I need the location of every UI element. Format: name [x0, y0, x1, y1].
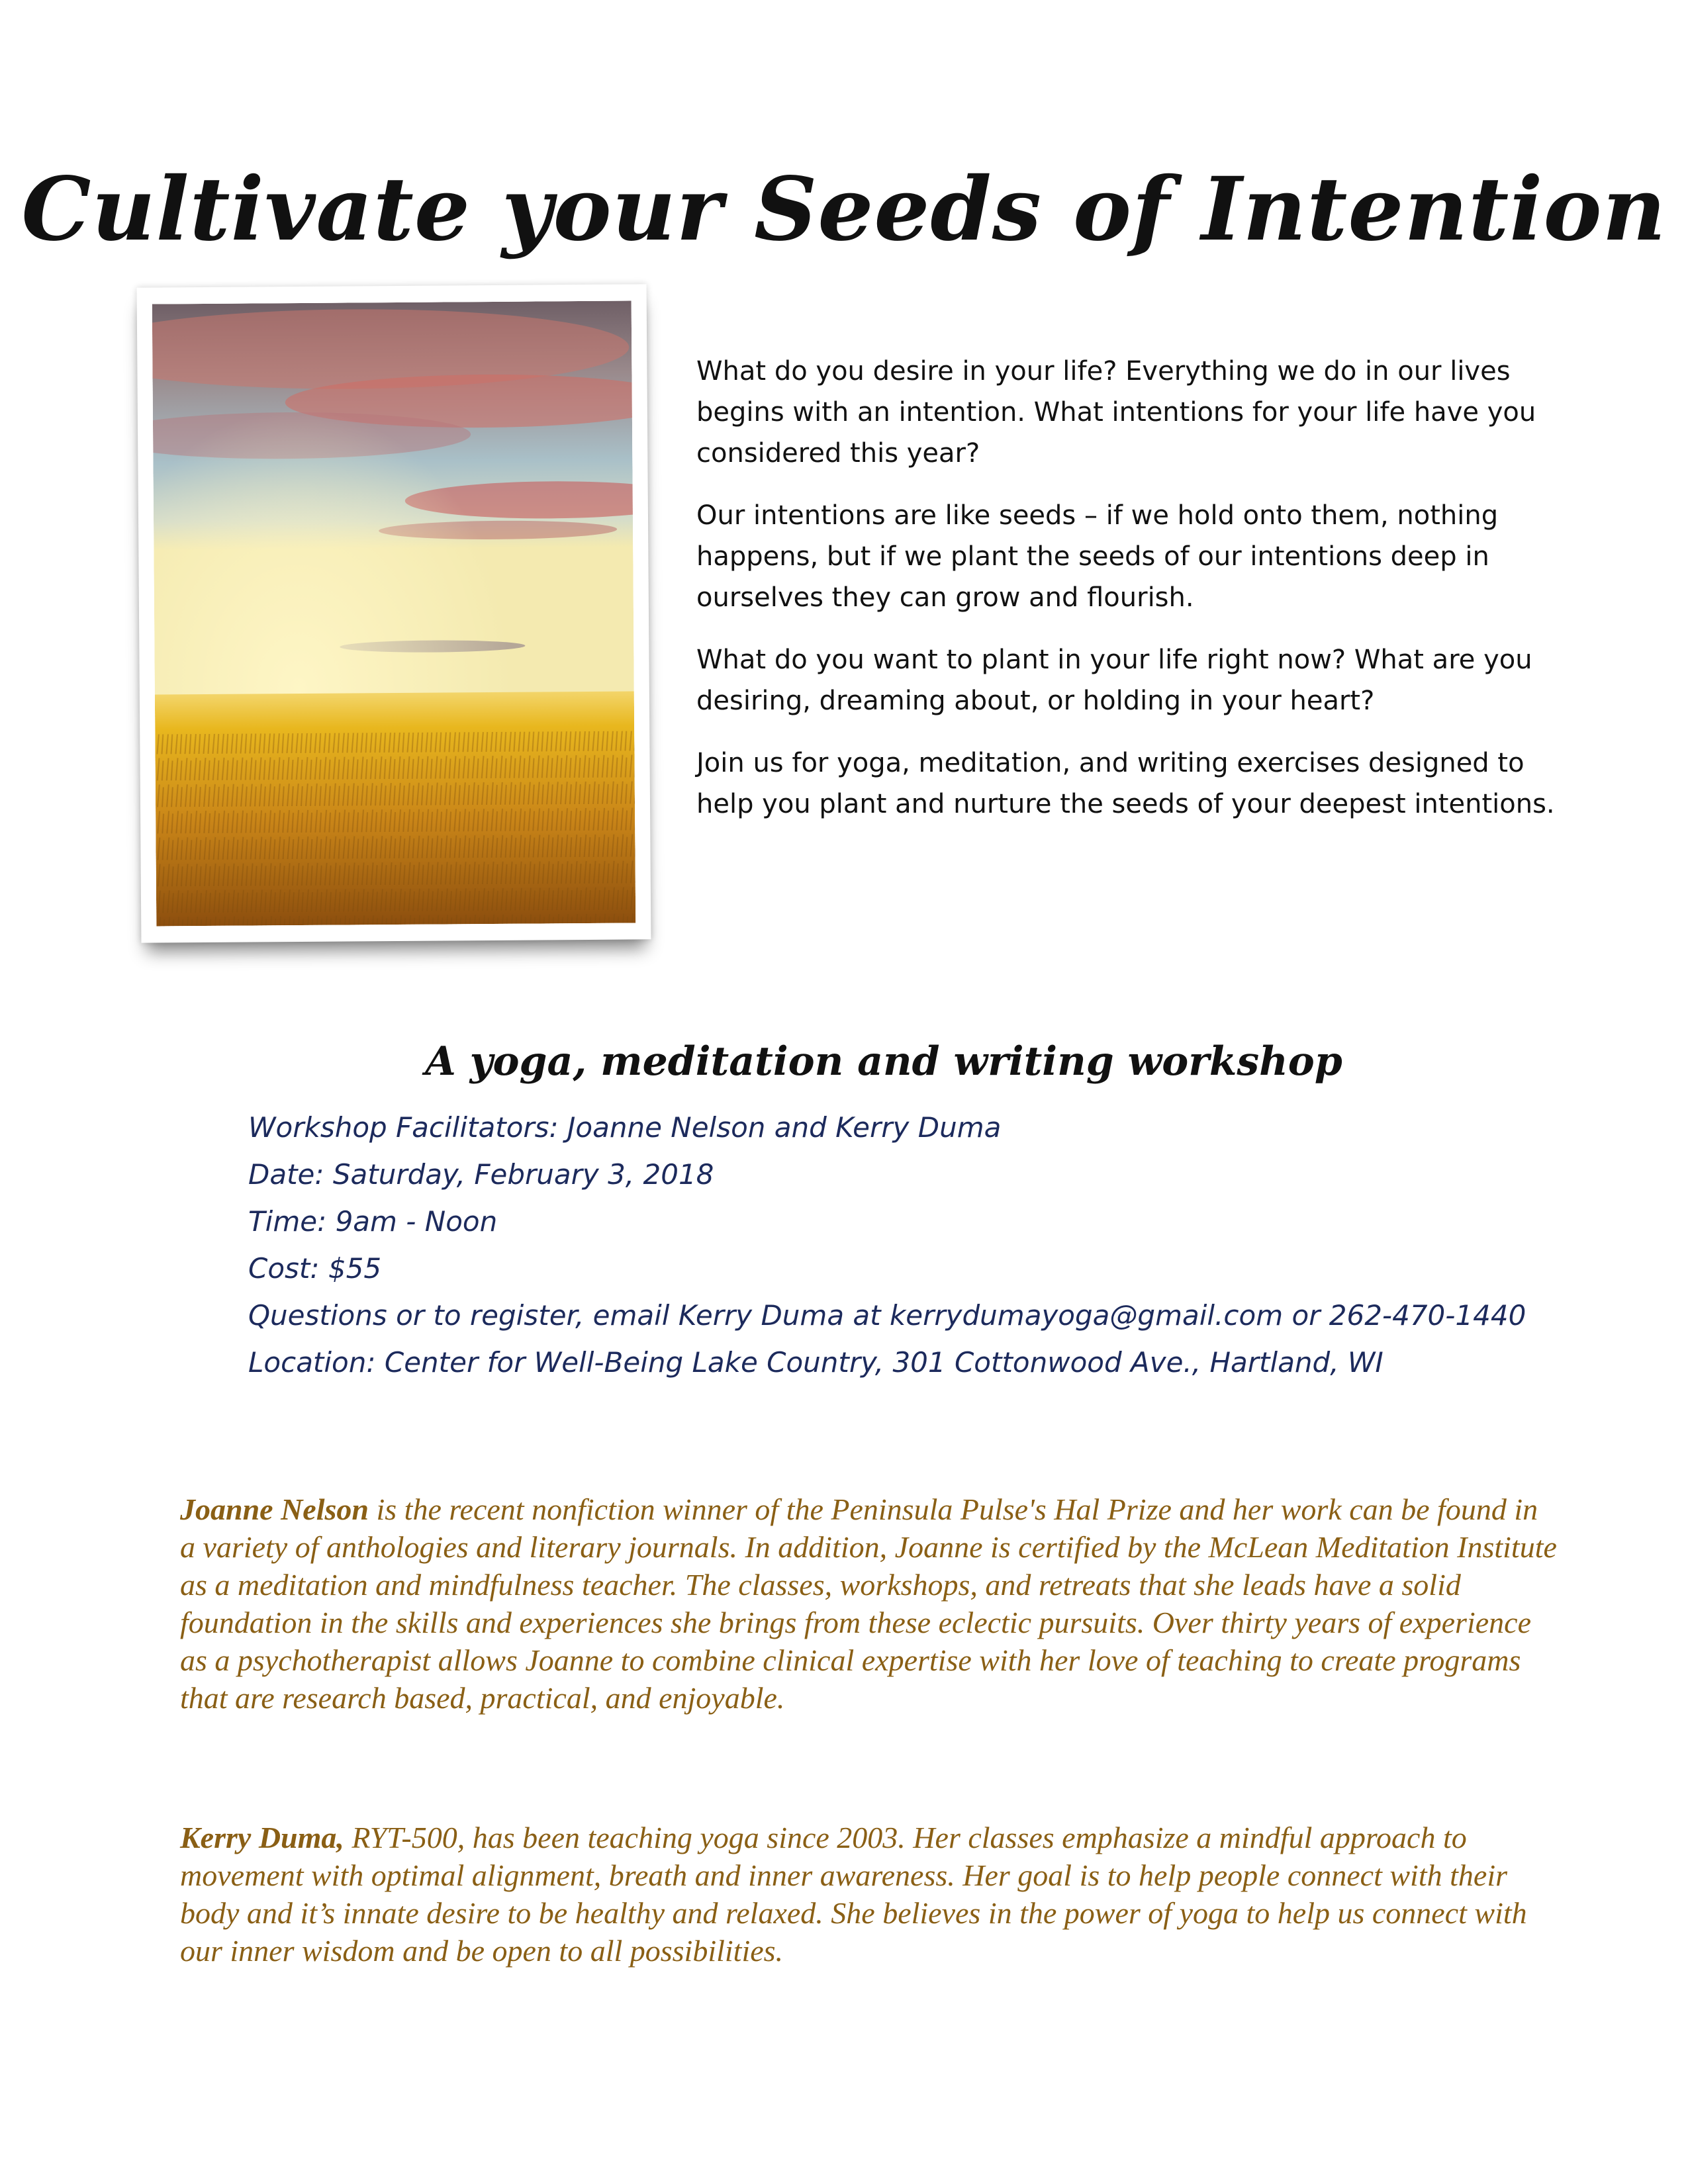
time-line: Time: 9am - Noon: [248, 1205, 498, 1238]
workshop-details: [248, 1104, 1605, 1386]
facilitators-line: Workshop Facilitators: Joanne Nelson and Kerry Duma: [248, 1111, 1002, 1144]
intro-paragraph: Join us for yoga, meditation, and writing exercises designed to help you plant and nurture the seeds of your deepest intentions.: [696, 748, 1555, 819]
intro-paragraph: What do you desire in your life? Everything we do in our lives begins with an intention. What intentions for your life have you considered this year?: [696, 356, 1536, 469]
bio-kerry-duma: [180, 1819, 1557, 1970]
page-title: Cultivate your Seeds of Intention: [21, 158, 1667, 261]
workshop-subtitle: A yoga, meditation and writing workshop: [425, 1038, 1342, 1085]
registration-line: Questions or to register, email Kerry Duma at kerrydumayoga@gmail.com or 262-470-1440: [248, 1299, 1526, 1332]
location-line: Location: Center for Well-Being Lake Country, 301 Cottonwood Ave., Hartland, WI: [248, 1346, 1383, 1379]
photo-frame: [137, 284, 651, 942]
bio-joanne-nelson: [180, 1490, 1557, 1717]
intro-paragraph: Our intentions are like seeds – if we hold onto them, nothing happens, but if we plant the seeds of our intentions deep in ourselves they can grow and flourish.: [696, 500, 1499, 613]
bio-text: RYT-500, has been teaching yoga since 2003. Her classes emphasize a mindful approach to movement with optimal alignment, breath and inner awareness. Her goal is to help people connect with their body and it’s innate desire to be healthy and relaxed. She believes in the power of yoga to help us connect with our inner wisdom and be open to all possibilities.: [180, 1821, 1527, 1968]
bio-text: is the recent nonfiction winner of the Peninsula Pulse's Hal Prize and her work can be found in a variety of anthologies and literary journals. In addition, Joanne is certified by the McLean Meditation Institute as a meditation and mindfulness teacher. The classes, workshops, and retreats that she leads have a solid foundation in the skills and experiences she brings from these eclectic pursuits. Over thirty years of experience as a psychotherapist allows Joanne to combine clinical expertise with her love of teaching to create programs that are research based, practical, and enjoyable.: [180, 1492, 1557, 1715]
cost-line: Cost: $55: [248, 1252, 382, 1285]
wheat-field-sunset-photo: [152, 300, 636, 926]
bio-name: Joanne Nelson: [180, 1492, 369, 1526]
intro-paragraph: What do you want to plant in your life right now? What are you desiring, dreaming about, or holding in your heart?: [696, 645, 1532, 716]
intro-text: [696, 351, 1577, 846]
bio-name: Kerry Duma,: [180, 1821, 344, 1854]
date-line: Date: Saturday, February 3, 2018: [248, 1158, 714, 1191]
